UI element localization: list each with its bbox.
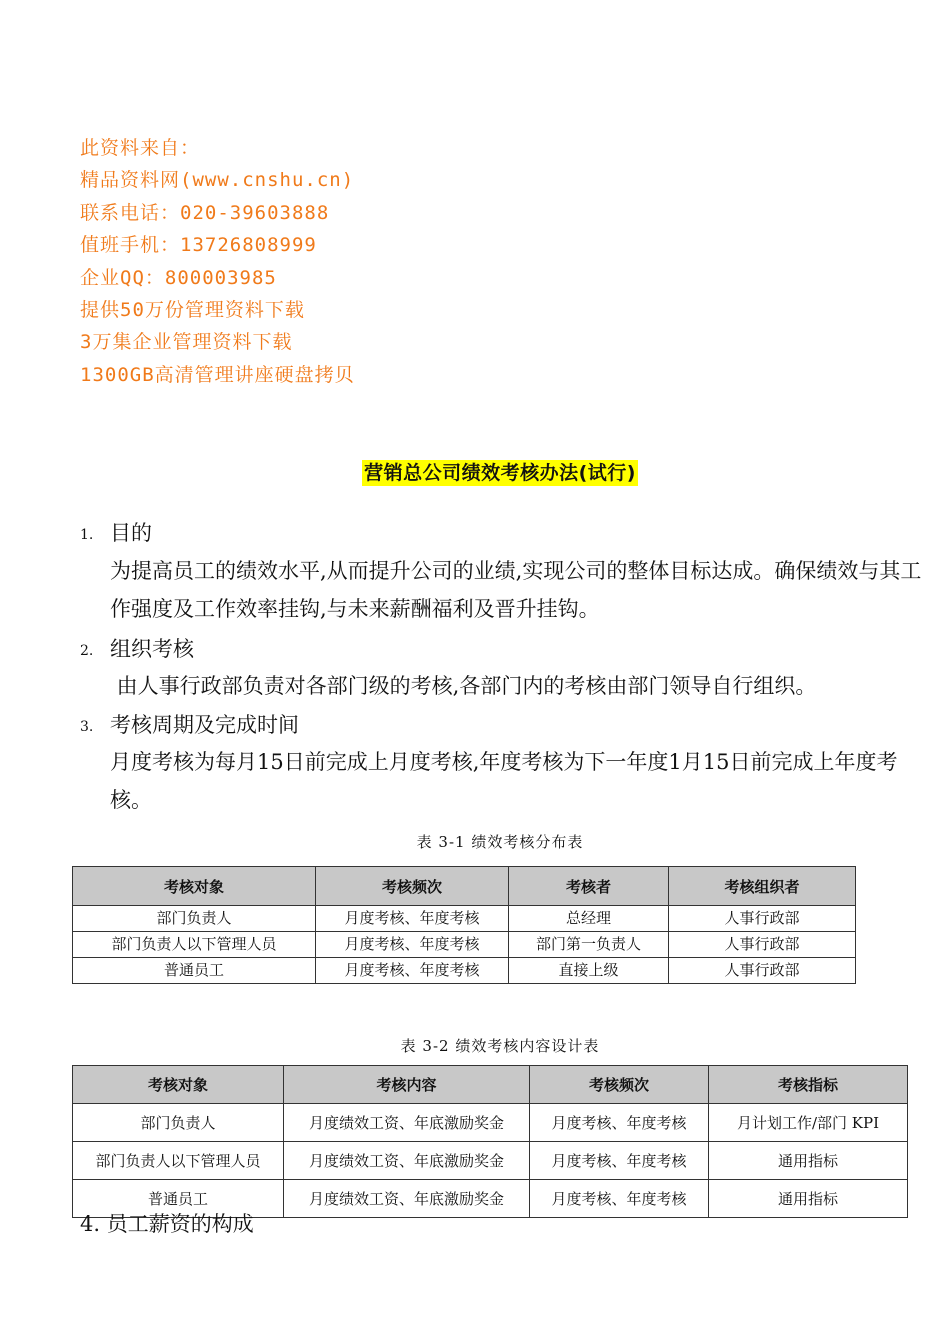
column-header: 考核组织者 (669, 867, 856, 906)
section-heading-text: 考核周期及完成时间 (110, 713, 299, 737)
table-cell: 通用指标 (709, 1180, 908, 1218)
table-header-row (73, 1066, 908, 1104)
table-cell: 部门负责人 (73, 1104, 284, 1142)
column-header: 考核指标 (709, 1066, 908, 1104)
table-cell: 月度考核、年度考核 (530, 1180, 709, 1218)
section-heading-organization (80, 633, 194, 663)
table-cell: 月度考核、年度考核 (530, 1104, 709, 1142)
table-cell: 部门负责人 (73, 906, 316, 932)
table-header-row (73, 867, 856, 906)
table-row (73, 1104, 908, 1142)
source-line: 1300GB高清管理讲座硬盘拷贝 (80, 363, 355, 386)
table-cell: 人事行政部 (669, 932, 856, 958)
table-cell: 月度考核、年度考核 (530, 1142, 709, 1180)
column-header: 考核对象 (73, 867, 316, 906)
table-cell: 月度考核、年度考核 (316, 932, 509, 958)
column-header: 考核对象 (73, 1066, 284, 1104)
column-header: 考核频次 (316, 867, 509, 906)
table-cell: 人事行政部 (669, 958, 856, 984)
table-cell: 部门第一负责人 (509, 932, 669, 958)
table-cell: 普通员工 (73, 958, 316, 984)
column-header: 考核内容 (284, 1066, 530, 1104)
table2-caption: 表 3-2 绩效考核内容设计表 (400, 1037, 600, 1055)
assessment-content-table (72, 1065, 908, 1218)
table-cell: 通用指标 (709, 1142, 908, 1180)
document-title-text: 营销总公司绩效考核办法(试行) (364, 462, 636, 484)
table-cell: 月度绩效工资、年底激励奖金 (284, 1180, 530, 1218)
column-header: 考核频次 (530, 1066, 709, 1104)
table-row (73, 1142, 908, 1180)
section-heading-purpose (80, 517, 152, 547)
table-row (73, 932, 856, 958)
section-heading-cycle (80, 709, 299, 739)
table-cell: 部门负责人以下管理人员 (73, 932, 316, 958)
section-number: 2. (80, 642, 94, 659)
column-header: 考核者 (509, 867, 669, 906)
document-title (0, 458, 950, 485)
table-cell: 普通员工 (73, 1180, 284, 1218)
source-line: 3万集企业管理资料下载 (80, 331, 293, 354)
table-cell: 部门负责人以下管理人员 (73, 1142, 284, 1180)
section-body-purpose: 为提高员工的绩效水平,从而提升公司的业绩,实现公司的整体目标达成。确保绩效与其工作强度及工作效率挂钩,与未来薪酬福利及晋升挂钩。 (110, 559, 922, 621)
table-row (73, 906, 856, 932)
table-cell: 直接上级 (509, 958, 669, 984)
section-number: 1. (80, 526, 94, 543)
source-info-block (80, 132, 355, 391)
assessment-distribution-table (72, 866, 856, 984)
section-heading-text: 组织考核 (110, 637, 194, 661)
table-row (73, 958, 856, 984)
source-line: 精品资料网(www.cnshu.cn) (80, 169, 355, 192)
table1-caption: 表 3-1 绩效考核分布表 (416, 833, 584, 851)
section-number: 3. (80, 718, 94, 735)
table-cell: 月度考核、年度考核 (316, 906, 509, 932)
section-body-cycle: 月度考核为每月15日前完成上月度考核,年度考核为下一年度1月15日前完成上年度考核。 (110, 750, 898, 812)
section-heading-text: 目的 (110, 521, 152, 545)
table-cell: 月度绩效工资、年底激励奖金 (284, 1142, 530, 1180)
source-line: 此资料来自： (80, 137, 201, 159)
source-line: 联系电话：020-39603888 (80, 201, 330, 224)
section-body-organization: 由人事行政部负责对各部门级的考核,各部门内的考核由部门领导自行组织。 (110, 674, 817, 698)
source-line: 提供50万份管理资料下载 (80, 298, 305, 321)
section-heading-salary: 4. 员工薪资的构成 (80, 1212, 254, 1236)
source-line: 企业QQ：800003985 (80, 266, 277, 289)
table-cell: 月度绩效工资、年底激励奖金 (284, 1104, 530, 1142)
table-cell: 月计划工作/部门 KPI (709, 1104, 908, 1142)
source-line: 值班手机：13726808999 (80, 234, 317, 257)
table-cell: 月度考核、年度考核 (316, 958, 509, 984)
table-cell: 人事行政部 (669, 906, 856, 932)
table-cell: 总经理 (509, 906, 669, 932)
